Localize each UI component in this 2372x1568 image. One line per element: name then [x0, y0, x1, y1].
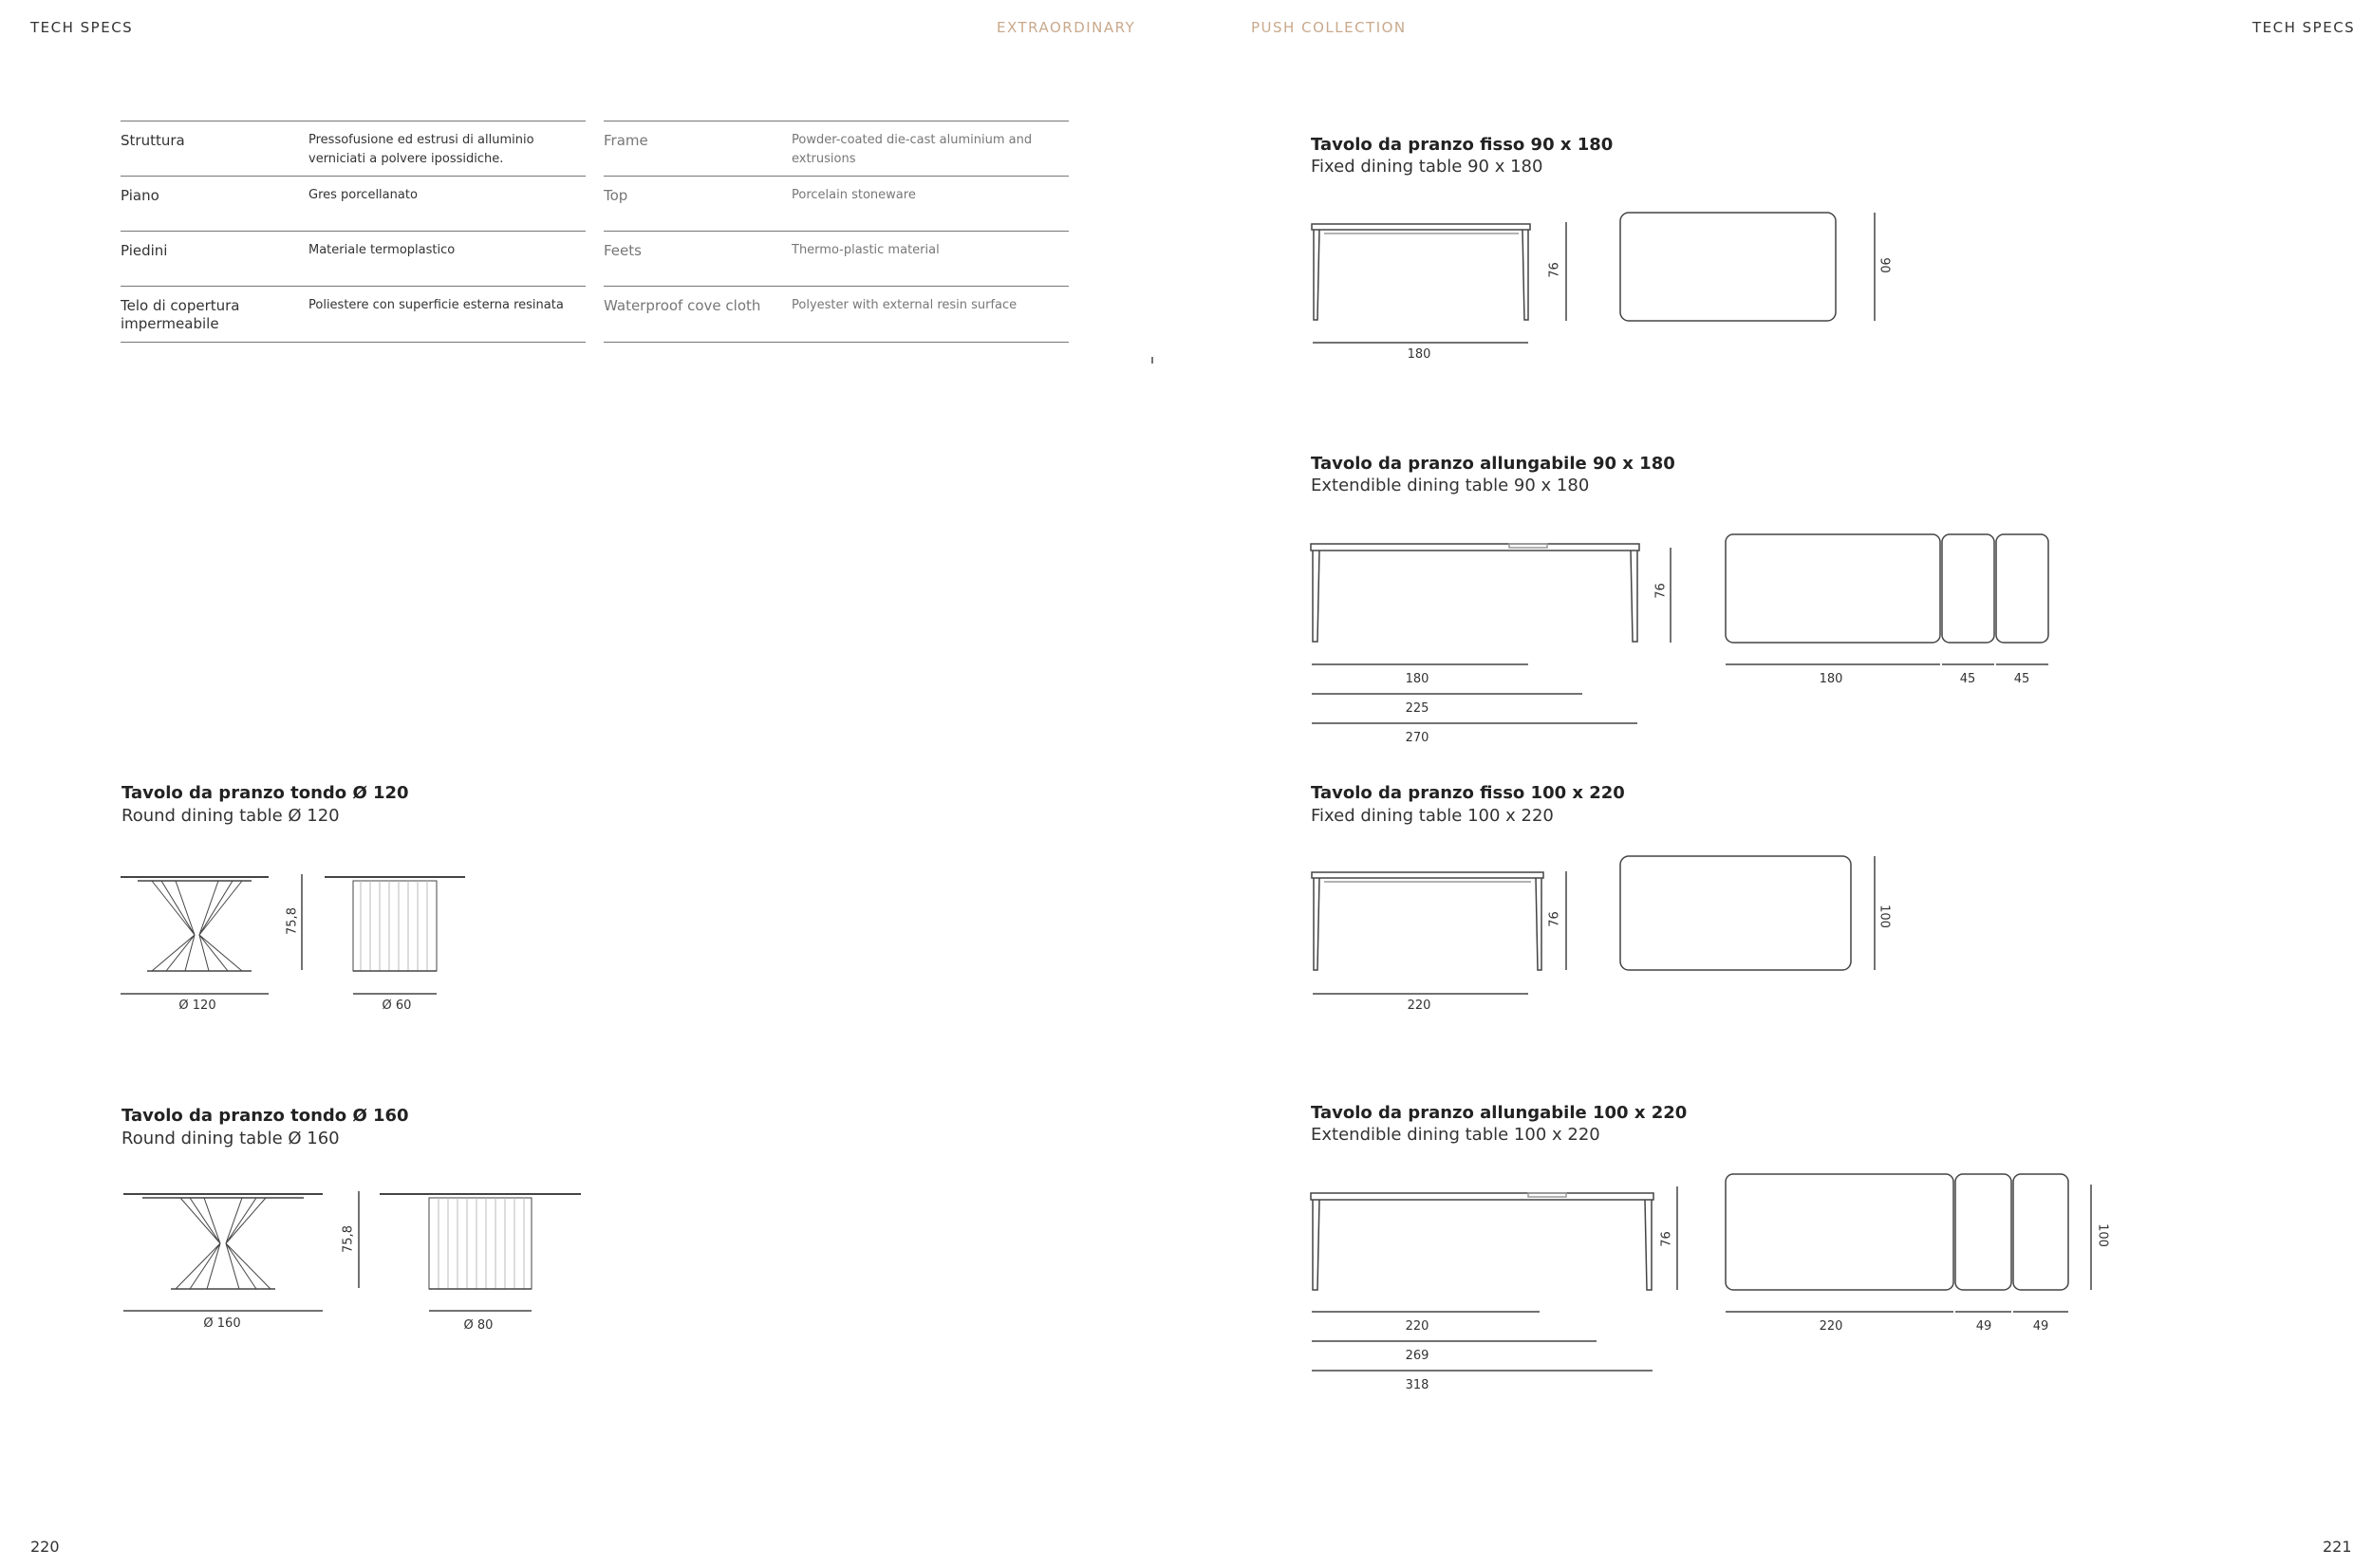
fixed-100-drawing	[1312, 856, 1875, 994]
header-brand: EXTRAORDINARY	[997, 19, 1136, 36]
spec-label: Waterproof cove cloth	[604, 297, 761, 314]
round-120-subtitle: Round dining table Ø 120	[121, 806, 340, 826]
ext-90-top-main: 180	[1819, 672, 1843, 686]
ext-100-title: Tavolo da pranzo allungabile 100 x 220	[1311, 1103, 1688, 1123]
ext-100-length-1: 220	[1405, 1319, 1429, 1334]
header-right: TECH SPECS	[2252, 19, 2356, 36]
spec-label: Telo di copertura impermeabile	[121, 297, 240, 332]
spec-value: Thermo-plastic material	[792, 243, 940, 257]
ext-90-title: Tavolo da pranzo allungabile 90 x 180	[1311, 454, 1675, 474]
fixed-100-subtitle: Fixed dining table 100 x 220	[1311, 806, 1554, 826]
round-160-top-dim: Ø 160	[203, 1316, 241, 1331]
fixed-100-width: 100	[1877, 905, 1892, 928]
spec-value: Powder-coated die-cast aluminium and extrusions	[792, 133, 1033, 166]
spec-value: Pressofusione ed estrusi di alluminio verniciati a polvere ipossidiche.	[308, 133, 534, 166]
ext-90-ext-b: 45	[2013, 672, 2030, 686]
ext-100-top-main: 220	[1819, 1319, 1843, 1334]
round-160-subtitle: Round dining table Ø 160	[121, 1129, 340, 1148]
fixed-90-width: 90	[1877, 257, 1892, 273]
round-160-height: 75,8	[341, 1225, 356, 1253]
ext-90-height: 76	[1653, 583, 1669, 599]
round-160-title: Tavolo da pranzo tondo Ø 160	[121, 1106, 409, 1126]
spec-label: Struttura	[121, 132, 185, 149]
ext-100-ext-a: 49	[1975, 1319, 1992, 1334]
spec-value: Gres porcellanato	[308, 188, 418, 202]
fixed-90-drawing	[1312, 213, 1875, 343]
ext-90-length-2: 225	[1405, 701, 1429, 716]
round-160-base-dim: Ø 80	[463, 1318, 494, 1333]
ext-90-length-3: 270	[1405, 731, 1429, 745]
header-collection: PUSH COLLECTION	[1251, 19, 1407, 36]
fixed-100-height: 76	[1547, 911, 1562, 927]
spec-value: Materiale termoplastico	[308, 243, 456, 257]
header-left: TECH SPECS	[30, 19, 134, 36]
spec-label: Frame	[604, 132, 648, 149]
ext-100-length-2: 269	[1405, 1349, 1429, 1363]
ext-90-ext-a: 45	[1959, 672, 1976, 686]
ext-100-height: 76	[1659, 1231, 1674, 1247]
fixed-100-title: Tavolo da pranzo fisso 100 x 220	[1311, 783, 1625, 803]
spec-label: Top	[604, 187, 628, 204]
extendible-90-drawing	[1311, 534, 2048, 723]
round-120-top-dim: Ø 120	[178, 999, 216, 1013]
ext-100-subtitle: Extendible dining table 100 x 220	[1311, 1125, 1600, 1145]
round-120-title: Tavolo da pranzo tondo Ø 120	[121, 783, 409, 803]
spec-value: Polyester with external resin surface	[792, 298, 1018, 312]
spec-label: Piano	[121, 187, 159, 204]
ext-100-width: 100	[2095, 1223, 2110, 1247]
fixed-90-title: Tavolo da pranzo fisso 90 x 180	[1311, 135, 1614, 155]
spec-value: Poliestere con superficie esterna resinata	[308, 298, 564, 312]
ext-100-ext-b: 49	[2032, 1319, 2049, 1334]
ext-90-subtitle: Extendible dining table 90 x 180	[1311, 476, 1590, 495]
fixed-90-height: 76	[1547, 262, 1562, 278]
ext-100-length-3: 318	[1405, 1378, 1429, 1392]
extendible-100-drawing	[1311, 1174, 2091, 1371]
page-number-right: 221	[2323, 1538, 2352, 1556]
page-number-left: 220	[30, 1538, 60, 1556]
spec-value: Porcelain stoneware	[792, 188, 916, 202]
fixed-90-length: 180	[1407, 347, 1431, 362]
fixed-100-length: 220	[1407, 999, 1431, 1013]
round-120-base-dim: Ø 60	[382, 999, 412, 1013]
ext-90-length-1: 180	[1405, 672, 1429, 686]
fixed-90-subtitle: Fixed dining table 90 x 180	[1311, 157, 1543, 177]
round-120-height: 75,8	[285, 907, 300, 935]
spec-label: Piedini	[121, 242, 168, 259]
spec-label: Feets	[604, 242, 642, 259]
